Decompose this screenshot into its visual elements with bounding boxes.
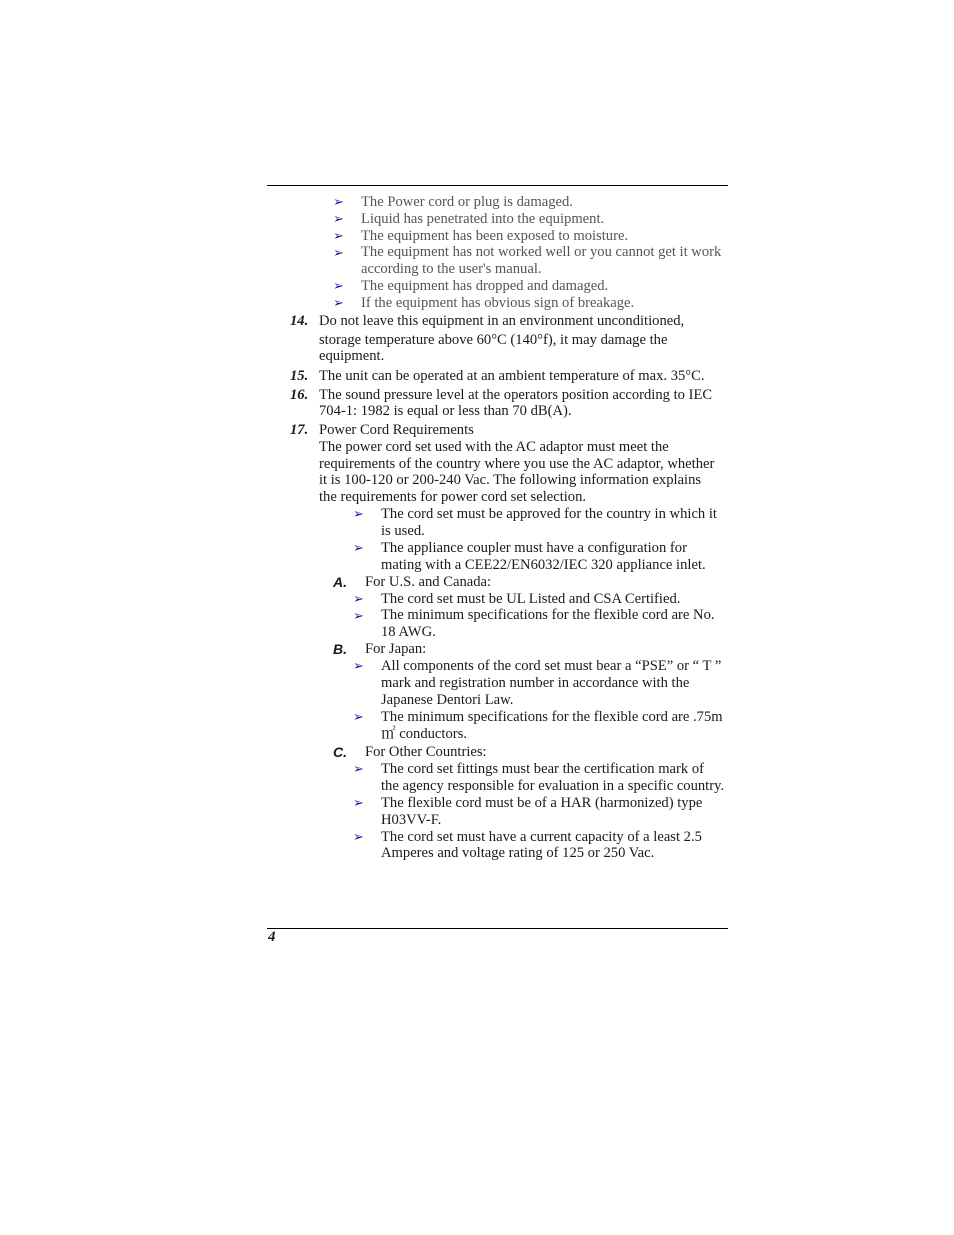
list-item-continued: mating with a CEE22/EN6032/IEC 320 appliance inlet. (381, 557, 706, 573)
item-text: The power cord set used with the AC adaptor must meet the (319, 439, 669, 455)
list-item-continued: according to the user's manual. (361, 261, 542, 277)
item-text: equipment. (319, 348, 385, 364)
arrow-bullet-icon: ➢ (353, 795, 364, 810)
arrow-bullet-icon: ➢ (333, 211, 344, 226)
list-item: The appliance coupler must have a configuration for (381, 540, 687, 556)
arrow-bullet-icon: ➢ (333, 245, 344, 260)
item-text: requirements of the country where you use the AC adaptor, whether (319, 456, 715, 472)
item-number: 17. (290, 422, 309, 438)
arrow-bullet-icon: ➢ (353, 658, 364, 673)
arrow-bullet-icon: ➢ (353, 829, 364, 844)
item-text: The unit can be operated at an ambient temperature of max. 35°C. (319, 368, 705, 384)
arrow-bullet-icon: ➢ (353, 709, 364, 724)
header-rule (267, 185, 728, 186)
section-title: For Other Countries: (365, 744, 487, 760)
list-item: The equipment has been exposed to moisture. (361, 228, 629, 244)
list-item-continued: the agency responsible for evaluation in a specific country. (381, 778, 725, 794)
list-item: The minimum specifications for the flexible cord are .75m (381, 709, 723, 725)
arrow-bullet-icon: ➢ (333, 194, 344, 209)
list-item-continued: mark and registration number in accordance with the (381, 675, 690, 691)
footer-rule (267, 928, 728, 929)
arrow-bullet-icon: ➢ (353, 540, 364, 555)
arrow-bullet-icon: ➢ (333, 295, 344, 310)
arrow-bullet-icon: ➢ (353, 506, 364, 521)
list-item: The minimum specifications for the flexible cord are No. (381, 607, 715, 623)
arrow-bullet-icon: ➢ (353, 761, 364, 776)
list-item-continued: H03VV-F. (381, 812, 442, 828)
section-letter: C. (333, 744, 347, 760)
item-number: 14. (290, 313, 309, 329)
list-item-continued: Amperes and voltage rating of 125 or 250 Vac. (381, 845, 655, 861)
item-text: storage temperature above 60°C (140°f), it may damage the (319, 332, 668, 348)
section-title: For Japan: (365, 641, 427, 657)
item-text: the requirements for power cord set selection. (319, 489, 587, 505)
item-text: The sound pressure level at the operators position according to IEC (319, 387, 713, 403)
list-item-continued: ㎡ conductors. (381, 726, 467, 742)
arrow-bullet-icon: ➢ (353, 591, 364, 606)
list-item: The cord set must be UL Listed and CSA Certified. (381, 591, 681, 607)
arrow-bullet-icon: ➢ (333, 278, 344, 293)
list-item-continued: is used. (381, 523, 425, 539)
item-number: 15. (290, 368, 309, 384)
item-text: it is 100-120 or 200-240 Vac. The following information explains (319, 472, 702, 488)
item-text: Do not leave this equipment in an environment unconditioned, (319, 313, 685, 329)
list-item: The flexible cord must be of a HAR (harmonized) type (381, 795, 703, 811)
item-heading: Power Cord Requirements (319, 422, 474, 438)
item-text: 704-1: 1982 is equal or less than 70 dB(A). (319, 403, 572, 419)
section-title: For U.S. and Canada: (365, 574, 492, 590)
section-letter: B. (333, 641, 347, 657)
section-letter: A. (333, 574, 347, 590)
list-item: The cord set fittings must bear the certification mark of (381, 761, 704, 777)
list-item: If the equipment has obvious sign of breakage. (361, 295, 635, 311)
arrow-bullet-icon: ➢ (353, 608, 364, 623)
list-item-continued: 18 AWG. (381, 624, 436, 640)
arrow-bullet-icon: ➢ (333, 228, 344, 243)
list-item-continued: Japanese Dentori Law. (381, 692, 514, 708)
page-number: 4 (268, 929, 276, 945)
item-number: 16. (290, 387, 309, 403)
list-item: The equipment has not worked well or you cannot get it work (361, 244, 722, 260)
list-item: The cord set must have a current capacity of a least 2.5 (381, 829, 702, 845)
list-item: All components of the cord set must bear a “PSE” or “ T ” (381, 658, 722, 674)
list-item: The cord set must be approved for the country in which it (381, 506, 717, 522)
list-item: Liquid has penetrated into the equipment. (361, 211, 605, 227)
list-item: The equipment has dropped and damaged. (361, 278, 609, 294)
list-item: The Power cord or plug is damaged. (361, 194, 573, 210)
